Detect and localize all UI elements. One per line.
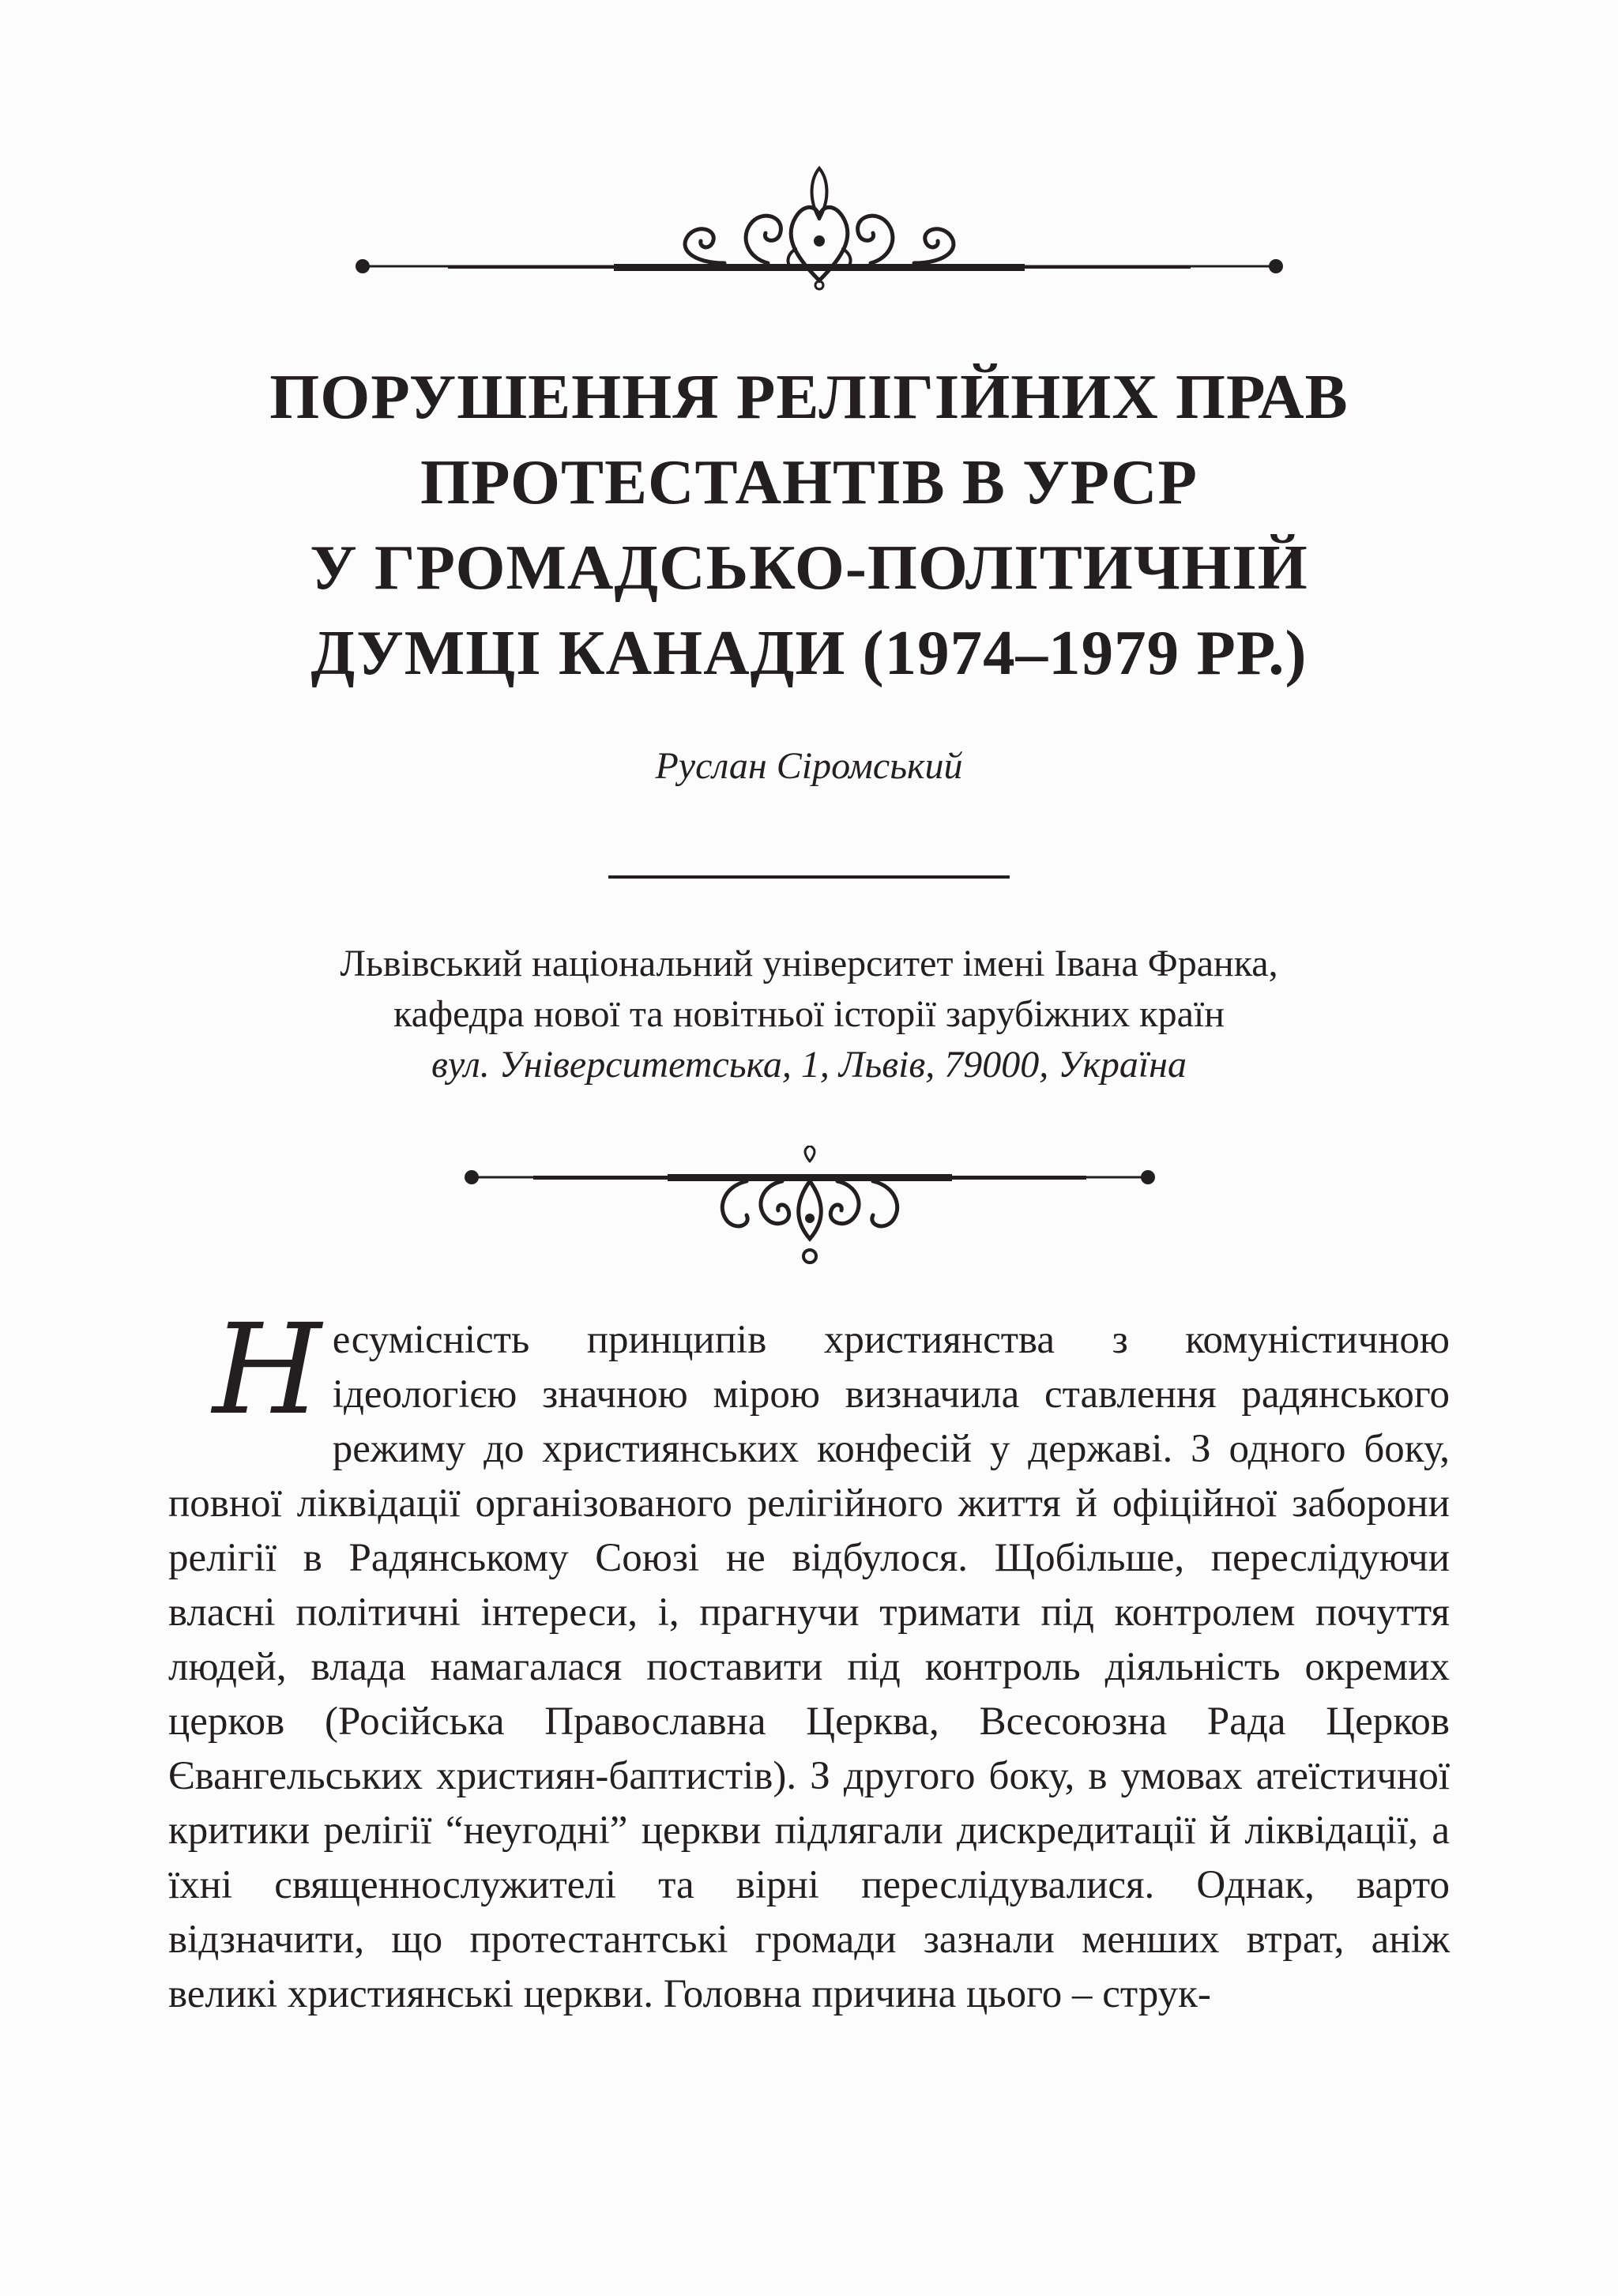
affiliation-address: вул. Університетська, 1, Львів, 79000, Україна <box>431 1044 1187 1086</box>
title-line: У ГРОМАДСЬКО-ПОЛІТИЧНІЙ <box>310 532 1308 603</box>
top-ornament-icon <box>353 162 1285 296</box>
title-line: ПОРУШЕННЯ РЕЛІГІЙНИХ ПРАВ <box>269 361 1349 432</box>
article-title <box>177 354 1441 695</box>
drop-cap: Н <box>213 1297 322 1443</box>
title-line: ПРОТЕСТАНТІВ В УРСР <box>420 446 1198 518</box>
bottom-ornament-icon <box>462 1146 1157 1272</box>
affiliation-university: Львівський національний університет імені Івана Франка, <box>340 943 1278 984</box>
article-body <box>168 1297 1450 2022</box>
title-line: ДУМЦІ КАНАДИ (1974–1979 РР.) <box>310 617 1308 688</box>
separator-rule <box>608 875 1010 879</box>
affiliation-department: кафедра нової та новітньої історії зарубіжних країн <box>393 993 1225 1035</box>
body-paragraph: есумісність принципів християнства з комуністичною ідеологією значною мірою визначила ставлення радянського режиму до християнських конфесій у державі. З одного боку, повної ліквідації організованого релігійного життя й офіційної заборони релігії в Радянському Союзі не відбулося. Щобільше, переслідуючи власні політичні інтереси, і, прагнучи тримати під контролем почуття людей, влада намагалася поставити під контроль діяльність окремих церков (Російська Православна Церква, Всесоюзна Рада Церков Євангельських християн-баптистів). З другого боку, в умовах атеїстичної критики релігії “неугодні” церкви підлягали дискредитації й ліквідації, а їхні священнослужителі та вірні переслідувалися. Однак, варто відзначити, що протестантські громади зазнали менших втрат, аніж великі християнські церкви. Головна причина цього – струк- <box>168 1318 1450 2016</box>
author-name: Руслан Сіромський <box>655 745 963 787</box>
affiliation-block <box>98 939 1520 1090</box>
